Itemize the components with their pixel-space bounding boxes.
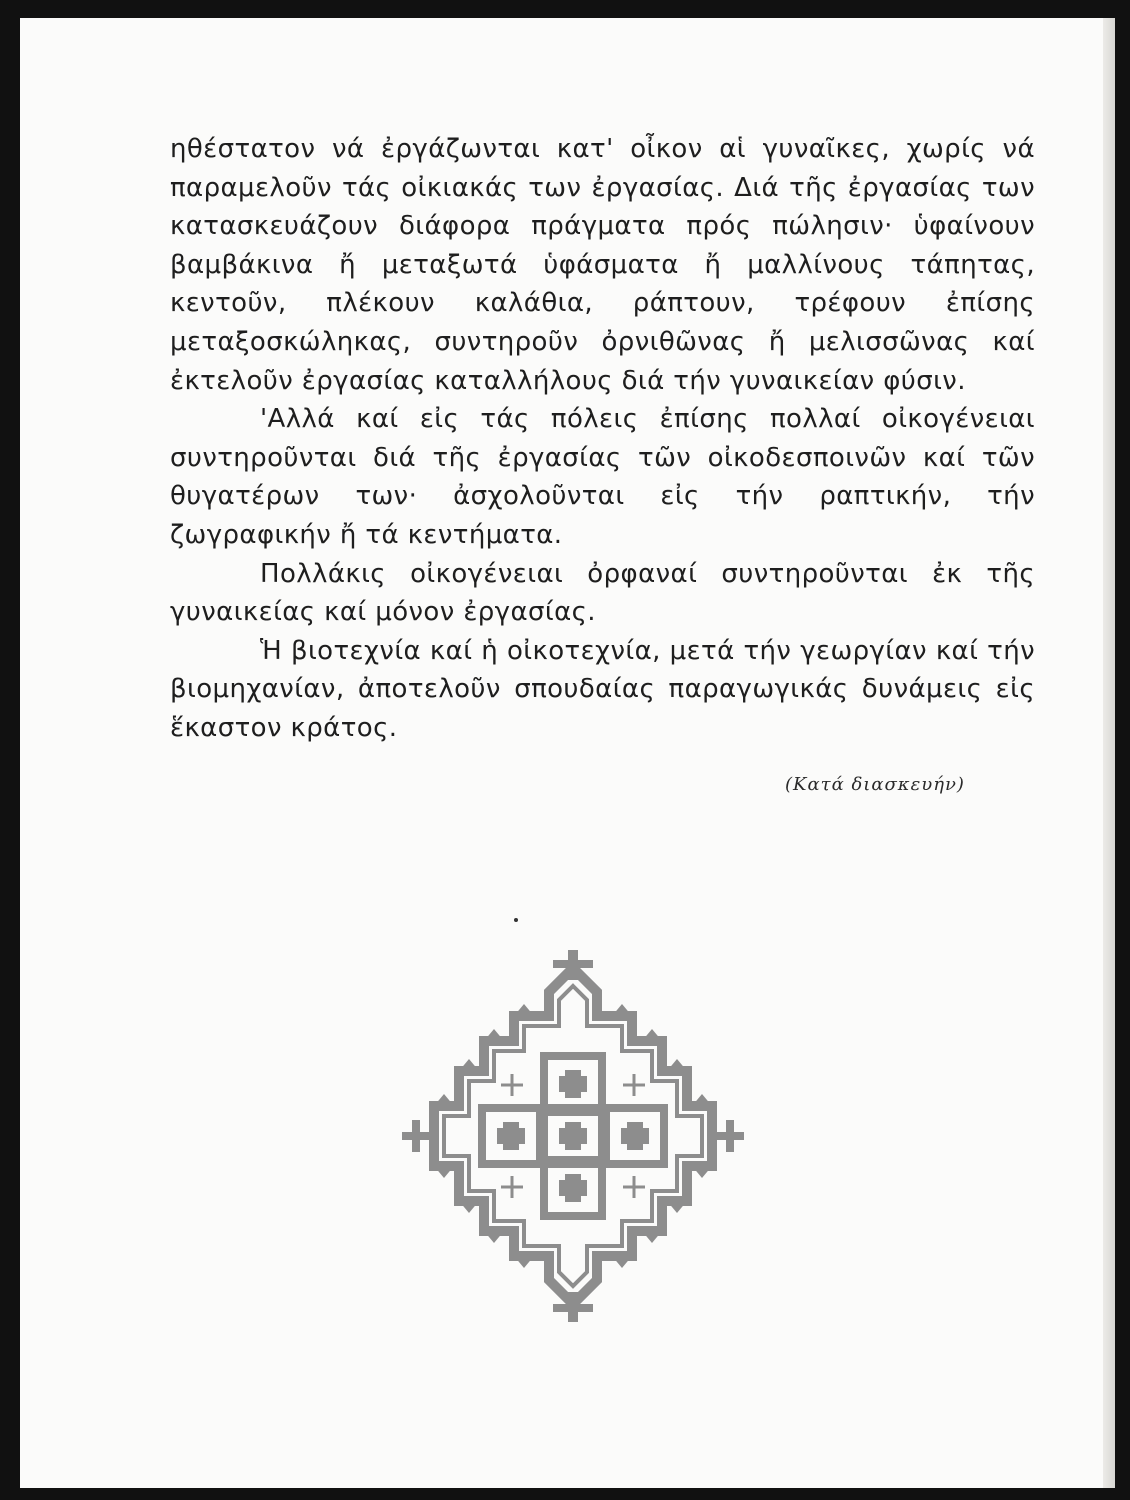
stray-dot [514,918,518,922]
attribution: (Κατά διασκευήν) [785,774,965,795]
paragraph-1: ηθέστατον νά ἐργάζωνται κατ' οἶκον αἱ γυναῖκες, χωρίς νά παραμελοῦν τάς οἰκιακάς των ἐργασίας. Διά τῆς ἐργασίας των κατασκευάζουν διάφορα πράγματα πρός πώλησιν· ὑφαίνουν βαμβάκινα ἤ μεταξωτά ὑφάσματα ἤ μαλλίνους τάπητας, κεντοῦν, πλέκουν καλάθια, ράπτουν, τρέφουν ἐπίσης μεταξοσκώληκας, συντηροῦν ὀρνιθῶνας ἤ μελισσῶνας καί ἐκτελοῦν ἐργασίας καταλλήλους διά τήν γυναικείαν φύσιν. [170,134,1035,396]
body-text [170,130,1035,748]
book-page [20,18,1115,1488]
paragraph-2: 'Αλλά καί εἰς τάς πόλεις ἐπίσης πολλαί οἰκογένειαι συντηροῦνται διά τῆς ἐργασίας τῶν οἰκοδεσποινῶν καί τῶν θυγατέρων των· ἀσχολοῦνται εἰς τήν ραπτικήν, τήν ζωγραφικήν ἤ τά κεντήματα. [170,404,1035,550]
paragraph-4: Ἡ βιοτεχνία καί ἡ οἰκοτεχνία, μετά τήν γεωργίαν καί τήν βιομηχανίαν, ἀποτελοῦν σπουδαίας παραγωγικάς δυνάμεις εἰς ἕκαστον κράτος. [170,635,1035,743]
embroidery-ornament-icon [382,946,764,1326]
page-edge-shadow [1103,18,1115,1488]
paragraph-3: Πολλάκις οἰκογένειαι ὀρφαναί συντηροῦνται ἐκ τῆς γυναικείας καί μόνον ἐργασίας. [170,558,1035,628]
